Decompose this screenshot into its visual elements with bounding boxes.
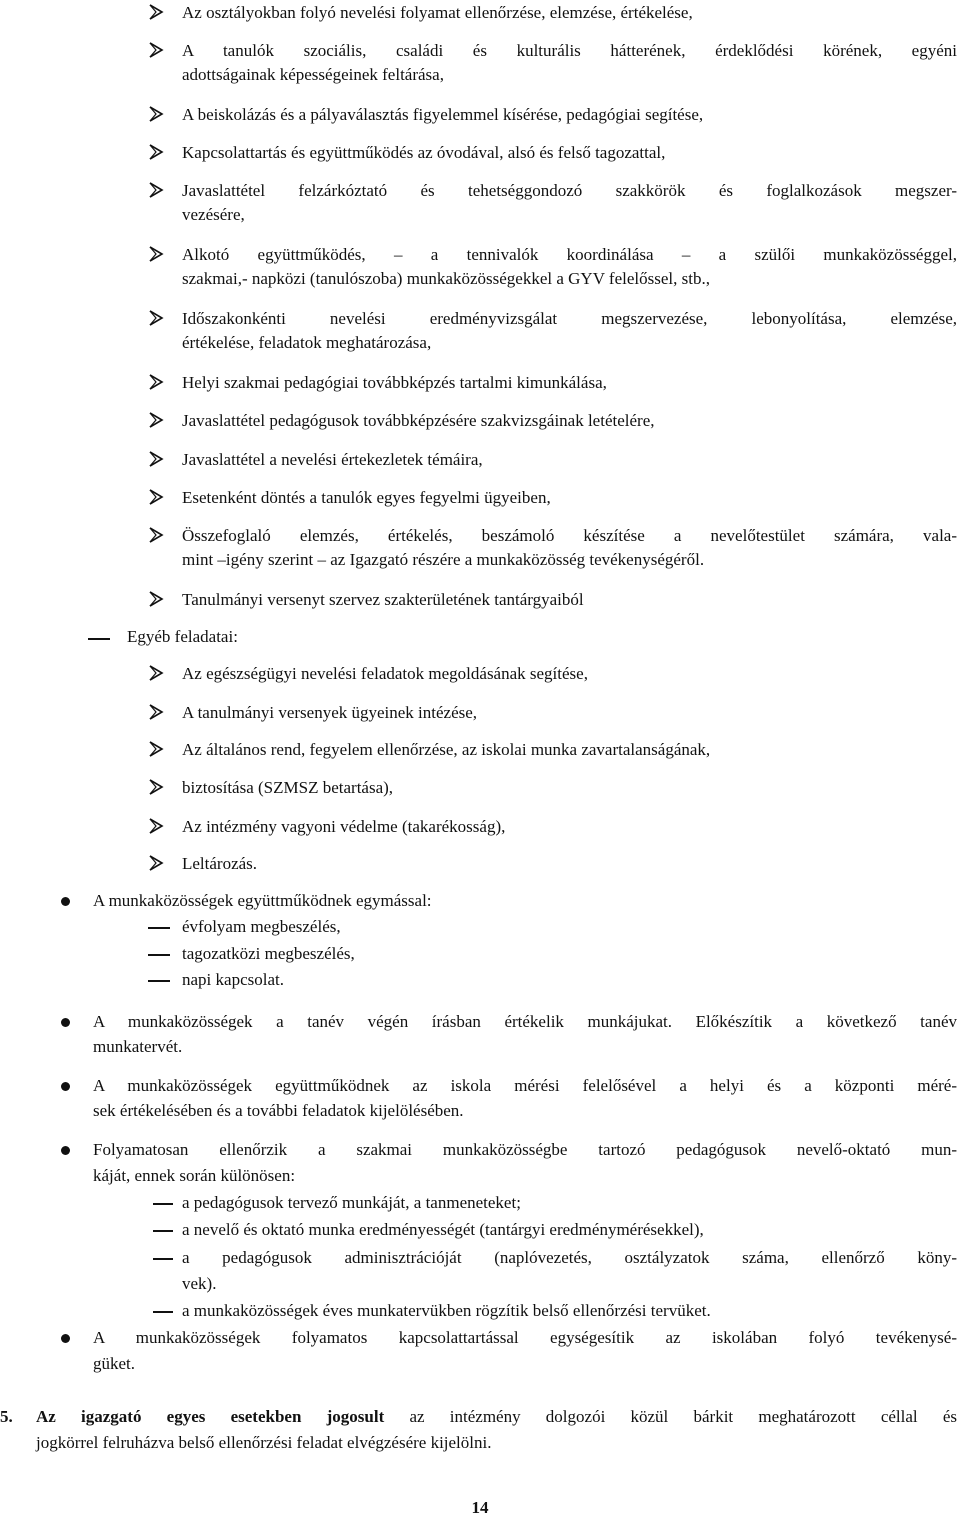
list-item: Az általános rend, fegyelem ellenőrzése, az iskolai munka zavartalanságának, [182, 740, 711, 759]
arrow-bullet-icon [148, 42, 164, 58]
arrow-bullet-icon [148, 818, 164, 834]
arrow-bullet-icon [148, 665, 164, 681]
list-item-continuation: mint –igény szerint – az Igazgató részére a munkaközösség tevékenységéről. [182, 550, 705, 569]
list-item: Az osztályokban folyó nevelési folyamat ellenőrzése, elemzése, értékelése, [182, 3, 693, 22]
list-item-continuation: értékelése, feladatok meghatározása, [182, 333, 432, 352]
bullet-dot-icon [61, 1146, 70, 1155]
arrow-bullet-icon [148, 704, 164, 720]
dash-bullet-icon [148, 980, 170, 982]
arrow-bullet-icon [148, 106, 164, 122]
bullet-text: A munkaközösségek együttműködnek az iskola mérési felelősével a helyi és a központi méré- [93, 1076, 957, 1095]
arrow-bullet-icon [148, 779, 164, 795]
bullet-text-continuation: sek értékelésében és a további feladatok kijelölésében. [93, 1101, 464, 1120]
list-item: Az egészségügyi nevelési feladatok megoldásának segítése, [182, 664, 588, 683]
sub-item: napi kapcsolat. [182, 970, 284, 989]
list-item: Javaslattétel pedagógusok továbbképzésére szakvizsgáinak letételére, [182, 411, 655, 430]
list-item: A tanulmányi versenyek ügyeinek intézése, [182, 703, 478, 722]
dash-bullet-icon [153, 1203, 173, 1205]
sub-item: a munkaközösségek éves munkatervükben rögzítik belső ellenőrzési tervüket. [182, 1301, 711, 1320]
list-item: Helyi szakmai pedagógiai továbbképzés tartalmi kimunkálása, [182, 373, 607, 392]
sub-item-continuation: vek). [182, 1274, 217, 1293]
list-item: Esetenként döntés a tanulók egyes fegyelmi ügyeiben, [182, 488, 551, 507]
arrow-bullet-icon [148, 4, 164, 20]
bullet-text-continuation: káját, ennek során különösen: [93, 1166, 296, 1185]
arrow-bullet-icon [148, 310, 164, 326]
bullet-text-continuation: güket. [93, 1354, 136, 1373]
point-number: 5. [0, 1407, 13, 1426]
section-heading: Egyéb feladatai: [127, 627, 238, 646]
arrow-bullet-icon [148, 591, 164, 607]
list-item: Összefoglaló elemzés, értékelés, beszámoló készítése a nevelőtestület számára, vala- [182, 526, 957, 545]
bullet-text: A munkaközösségek a tanév végén írásban értékelik munkájukat. Előkészítik a következő tanév [93, 1012, 957, 1031]
bullet-text-continuation: munkatervét. [93, 1037, 183, 1056]
bullet-dot-icon [61, 897, 70, 906]
list-item: A tanulók szociális, családi és kulturális hátterének, érdeklődési körének, egyéni [182, 41, 957, 60]
arrow-bullet-icon [148, 451, 164, 467]
dash-bullet-icon [153, 1311, 173, 1313]
arrow-bullet-icon [148, 489, 164, 505]
list-item: Kapcsolattartás és együttműködés az óvodával, alsó és felső tagozattal, [182, 143, 666, 162]
list-item: Alkotó együttműködés, – a tennivalók koordinálása – a szülői munkaközösséggel, [182, 245, 957, 264]
bullet-dot-icon [61, 1082, 70, 1091]
arrow-bullet-icon [148, 182, 164, 198]
list-item: Javaslattétel a nevelési értekezletek témáira, [182, 450, 483, 469]
dash-bullet-icon [153, 1258, 173, 1260]
bullet-text: A munkaközösségek folyamatos kapcsolattartással egységesítik az iskolában folyó tevékenysé- [93, 1328, 957, 1347]
list-item: Időszakonkénti nevelési eredményvizsgálat megszervezése, lebonyolítása, elemzése, [182, 309, 957, 328]
bullet-text: Folyamatosan ellenőrzik a szakmai munkaközösségbe tartozó pedagógusok nevelő-oktató mun- [93, 1140, 957, 1159]
list-item: Tanulmányi versenyt szervez szakterületének tantárgyaiból [182, 590, 584, 609]
bullet-text: A munkaközösségek együttműködnek egymással: [93, 891, 432, 910]
dash-bullet-icon [148, 954, 170, 956]
dash-bullet-icon [153, 1230, 173, 1232]
sub-item: a nevelő és oktató munka eredményességét (tantárgyi eredménymérésekkel), [182, 1220, 704, 1239]
list-item-continuation: vezésére, [182, 205, 245, 224]
point-bold-text: Az igazgató egyes esetekben jogosult [36, 1407, 385, 1426]
sub-item: a pedagógusok tervező munkáját, a tanmeneteket; [182, 1193, 521, 1212]
dash-bullet-icon [148, 927, 170, 929]
arrow-bullet-icon [148, 855, 164, 871]
arrow-bullet-icon [148, 144, 164, 160]
list-item: Az intézmény vagyoni védelme (takarékosság), [182, 817, 506, 836]
arrow-bullet-icon [148, 374, 164, 390]
point-paragraph-line-1 [36, 1406, 957, 1428]
point-text: az intézmény dolgozói közül bárkit meghatározott céllal és [384, 1407, 957, 1426]
list-item: A beiskolázás és a pályaválasztás figyelemmel kísérése, pedagógiai segítése, [182, 105, 704, 124]
list-item: biztosítása (SZMSZ betartása), [182, 778, 394, 797]
sub-item: évfolyam megbeszélés, [182, 917, 341, 936]
sub-item: tagozatközi megbeszélés, [182, 944, 355, 963]
bullet-dot-icon [61, 1018, 70, 1027]
arrow-bullet-icon [148, 527, 164, 543]
page-number: 14 [471, 1498, 489, 1517]
list-item-continuation: adottságainak képességeinek feltárása, [182, 65, 444, 84]
arrow-bullet-icon [148, 741, 164, 757]
bullet-dot-icon [61, 1334, 70, 1343]
point-paragraph-line-2: jogkörrel felruházva belső ellenőrzési feladat elvégzésére kijelölni. [36, 1433, 492, 1452]
list-item-continuation: szakmai,- napközi (tanulószoba) munkaközösségekkel a GYV felelőssel, stb., [182, 269, 710, 288]
list-item: Javaslattétel felzárkóztató és tehetséggondozó szakkörök és foglalkozások megszer- [182, 181, 957, 200]
list-item: Leltározás. [182, 854, 258, 873]
arrow-bullet-icon [148, 246, 164, 262]
sub-item: a pedagógusok adminisztrációját (naplóvezetés, osztályzatok száma, ellenőrző köny- [182, 1248, 957, 1267]
arrow-bullet-icon [148, 412, 164, 428]
dash-bullet-icon [88, 638, 110, 640]
